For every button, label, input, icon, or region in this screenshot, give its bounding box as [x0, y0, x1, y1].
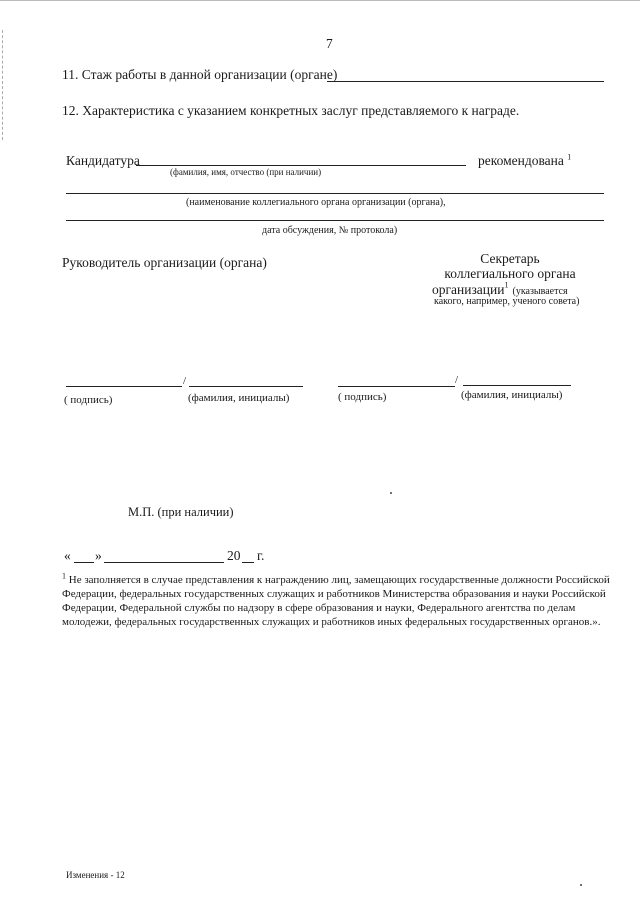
- stamp-place: М.П. (при наличии): [128, 505, 234, 519]
- right-name-hint: (фамилия, инициалы): [461, 389, 563, 401]
- right-signature-line: [338, 386, 455, 387]
- item-11-fill-line: [327, 81, 604, 82]
- item-11-label: 11. Стаж работы в данной организации (органе): [62, 67, 338, 82]
- date-year-prefix: 20: [227, 548, 241, 563]
- right-name-line: [463, 385, 571, 386]
- recommended-label: рекомендована $^1$: [478, 152, 572, 168]
- date-year-line: [242, 562, 254, 563]
- candidacy-name-hint: (фамилия, имя, отчество (при наличии): [170, 167, 322, 177]
- scan-speck: [390, 492, 392, 494]
- footnote-line-4: молодежи, федеральных государственных служащих и работников иных федеральных государственных органов.».: [62, 616, 601, 628]
- secretary-note: какого, например, ученого совета): [434, 296, 580, 307]
- footnote-line-2: Федерации, федеральных государственных служащих и работников Министерства образования и науки Российской: [62, 588, 606, 600]
- date-month-line: [104, 562, 224, 563]
- footnote-line-1: $^1$ Не заполняется в случае представления к награждению лиц, замещающих государственные должности Российской: [62, 571, 610, 586]
- right-slash: /: [455, 374, 459, 386]
- candidacy-label: Кандидатура: [66, 153, 140, 168]
- left-signature-hint: ( подпись): [64, 394, 113, 406]
- changes-note: Изменения - 12: [66, 870, 125, 880]
- secretary-title: Секретарь: [480, 251, 540, 266]
- organ-hint: (наименование коллегиального органа организации (органа),: [186, 197, 446, 208]
- secretary-collegial-organ: коллегиального органа: [444, 266, 576, 281]
- organ-fill-line: [66, 193, 604, 194]
- candidacy-fill-line: [136, 165, 466, 166]
- scan-left-edge: [2, 30, 4, 140]
- date-discussion-hint: дата обсуждения, № протокола): [262, 225, 398, 236]
- left-signature-line: [66, 386, 182, 387]
- date-year-suffix: г.: [257, 548, 265, 563]
- head-of-organization-label: Руководитель организации (органа): [62, 255, 267, 270]
- footnote-line-3: Федерации, Федеральной службы по надзору в сфере образования и науки, Федерального агентства по делам: [62, 602, 576, 614]
- left-slash: /: [183, 375, 187, 387]
- scan-top-edge: [0, 0, 640, 1]
- secretary-organization-line: организации$^1$ (указывается: [432, 280, 568, 297]
- left-name-hint: (фамилия, инициалы): [188, 392, 290, 404]
- date-open-quote: «: [64, 548, 71, 563]
- scan-speck: [580, 884, 582, 886]
- page-number: 7: [326, 36, 333, 51]
- date-day-line: [74, 562, 94, 563]
- left-name-line: [189, 386, 303, 387]
- date-discussion-fill-line: [66, 220, 604, 221]
- date-close-quote: »: [95, 548, 102, 563]
- right-signature-hint: ( подпись): [338, 391, 387, 403]
- item-12-label: 12. Характеристика с указанием конкретных заслуг представляемого к награде.: [62, 103, 520, 118]
